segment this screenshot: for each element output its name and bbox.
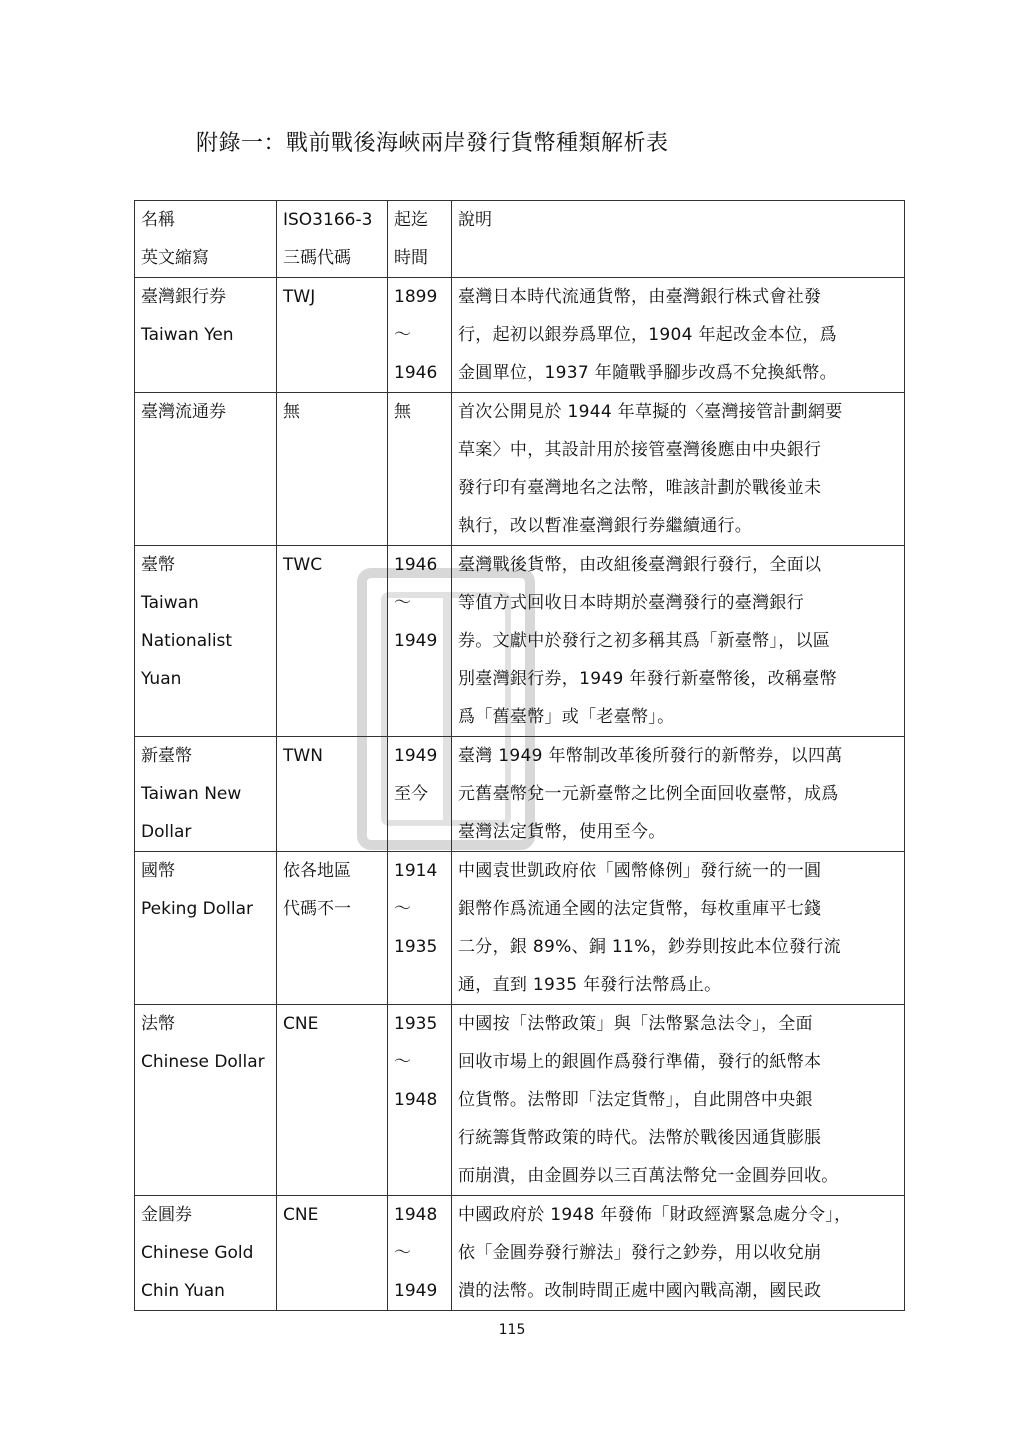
header-name-line: 英文縮寫 xyxy=(141,248,209,268)
header-code-line: ISO3166-3 xyxy=(283,210,373,230)
name-line: Dollar xyxy=(141,822,192,842)
header-desc-line: 說明 xyxy=(458,210,492,230)
desc-line: 回收市場上的銀圓作爲發行準備，發行的紙幣本 xyxy=(458,1052,822,1072)
header-code-cell xyxy=(277,201,388,278)
table-row xyxy=(135,737,905,852)
name-line: 國幣 xyxy=(141,861,175,881)
period-line: 1935 xyxy=(394,937,438,957)
desc-line: 而崩潰，由金圓券以三百萬法幣兌一金圓券回收。 xyxy=(458,1166,839,1186)
desc-line: 元舊臺幣兌一元新臺幣之比例全面回收臺幣，成爲 xyxy=(458,784,839,804)
name-line: Chinese Dollar xyxy=(141,1052,265,1072)
period-line: 1948 xyxy=(394,1205,438,1225)
table-row xyxy=(135,852,905,1005)
name-line: 臺灣流通券 xyxy=(141,402,226,422)
code-line: 無 xyxy=(283,402,300,422)
desc-cell xyxy=(452,1196,905,1311)
period-line: 1946 xyxy=(394,555,438,575)
desc-cell xyxy=(452,1005,905,1196)
desc-line: 中國政府於 1948 年發佈「財政經濟緊急處分令」， xyxy=(458,1205,852,1225)
period-line: 至今 xyxy=(394,784,428,804)
header-period-line: 時間 xyxy=(394,248,428,268)
desc-line: 臺灣日本時代流通貨幣，由臺灣銀行株式會社發 xyxy=(458,287,822,307)
code-line: 代碼不一 xyxy=(283,899,351,919)
page-number: 115 xyxy=(498,1322,526,1338)
period-line: 1914 xyxy=(394,861,438,881)
code-cell xyxy=(277,1005,388,1196)
name-line: 金圓券 xyxy=(141,1205,192,1225)
desc-cell xyxy=(452,737,905,852)
header-desc-cell xyxy=(452,201,905,278)
table-row xyxy=(135,546,905,737)
code-cell xyxy=(277,393,388,546)
table-header-row xyxy=(135,201,905,278)
name-cell xyxy=(135,546,277,737)
period-cell xyxy=(388,852,452,1005)
currency-table xyxy=(134,200,905,1311)
desc-line: 臺灣戰後貨幣，由改組後臺灣銀行發行，全面以 xyxy=(458,555,822,575)
period-cell xyxy=(388,393,452,546)
header-period-cell xyxy=(388,201,452,278)
desc-cell xyxy=(452,852,905,1005)
name-line: Nationalist xyxy=(141,631,233,651)
desc-line: 券。文獻中於發行之初多稱其爲「新臺幣」，以區 xyxy=(458,631,831,651)
period-line: ～ xyxy=(394,899,411,919)
code-cell xyxy=(277,278,388,393)
table-row xyxy=(135,278,905,393)
table-row xyxy=(135,1196,905,1311)
desc-line: 中國袁世凱政府依「國幣條例」發行統一的一圓 xyxy=(458,861,822,881)
name-line: Chinese Gold xyxy=(141,1243,254,1263)
name-cell xyxy=(135,1005,277,1196)
code-line: TWJ xyxy=(283,287,316,307)
period-line: 1949 xyxy=(394,1281,438,1301)
name-line: Taiwan xyxy=(141,593,199,613)
desc-cell xyxy=(452,278,905,393)
period-cell xyxy=(388,1005,452,1196)
desc-line: 潰的法幣。改制時間正處中國內戰高潮，國民政 xyxy=(458,1281,822,1301)
name-line: Chin Yuan xyxy=(141,1281,225,1301)
desc-line: 依「金圓券發行辦法」發行之鈔券，用以收兌崩 xyxy=(458,1243,822,1263)
header-period-line: 起迄 xyxy=(394,210,428,230)
header-name-line: 名稱 xyxy=(141,210,175,230)
code-cell xyxy=(277,1196,388,1311)
desc-line: 二分，銀 89%、銅 11%，鈔券則按此本位發行流 xyxy=(458,937,841,957)
code-cell xyxy=(277,852,388,1005)
period-cell xyxy=(388,278,452,393)
period-line: ～ xyxy=(394,1243,411,1263)
period-line: 1935 xyxy=(394,1014,438,1034)
period-cell xyxy=(388,546,452,737)
desc-line: 臺灣 1949 年幣制改革後所發行的新幣券，以四萬 xyxy=(458,746,843,766)
period-line: 1899 xyxy=(394,287,438,307)
desc-line: 爲「舊臺幣」或「老臺幣」。 xyxy=(458,707,675,727)
name-line: Peking Dollar xyxy=(141,899,253,919)
name-line: Taiwan Yen xyxy=(141,325,234,345)
name-cell xyxy=(135,1196,277,1311)
period-line: 1948 xyxy=(394,1090,438,1110)
desc-line: 行統籌貨幣政策的時代。法幣於戰後因通貨膨脹 xyxy=(458,1128,822,1148)
desc-line: 中國按「法幣政策」與「法幣緊急法令」，全面 xyxy=(458,1014,813,1034)
name-line: 臺灣銀行券 xyxy=(141,287,226,307)
period-line: 1946 xyxy=(394,363,438,383)
code-line: TWC xyxy=(283,555,323,575)
desc-cell xyxy=(452,546,905,737)
name-cell xyxy=(135,278,277,393)
table-row xyxy=(135,393,905,546)
period-cell xyxy=(388,737,452,852)
desc-cell xyxy=(452,393,905,546)
name-cell xyxy=(135,393,277,546)
code-cell xyxy=(277,737,388,852)
desc-line: 等值方式回收日本時期於臺灣發行的臺灣銀行 xyxy=(458,593,804,613)
code-cell xyxy=(277,546,388,737)
period-line: 1949 xyxy=(394,631,438,651)
desc-line: 通，直到 1935 年發行法幣爲止。 xyxy=(458,975,722,995)
code-line: CNE xyxy=(283,1014,319,1034)
name-line: 臺幣 xyxy=(141,555,175,575)
desc-line: 臺灣法定貨幣，使用至今。 xyxy=(458,822,666,842)
name-cell xyxy=(135,737,277,852)
desc-line: 行，起初以銀券爲單位，1904 年起改金本位，爲 xyxy=(458,325,837,345)
page-title: 附錄一：戰前戰後海峽兩岸發行貨幣種類解析表 xyxy=(196,131,669,156)
period-line: ～ xyxy=(394,593,411,613)
desc-line: 位貨幣。法幣即「法定貨幣」，自此開啓中央銀 xyxy=(458,1090,813,1110)
period-line: ～ xyxy=(394,325,411,345)
code-line: TWN xyxy=(283,746,323,766)
header-code-line: 三碼代碼 xyxy=(283,248,351,268)
desc-line: 首次公開見於 1944 年草擬的〈臺灣接管計劃網要 xyxy=(458,402,843,422)
period-line: 無 xyxy=(394,402,411,422)
desc-line: 執行，改以暫准臺灣銀行券繼續通行。 xyxy=(458,516,753,536)
table-row xyxy=(135,1005,905,1196)
period-cell xyxy=(388,1196,452,1311)
period-line: 1949 xyxy=(394,746,438,766)
desc-line: 發行印有臺灣地名之法幣，唯該計劃於戰後並未 xyxy=(458,478,822,498)
period-line: ～ xyxy=(394,1052,411,1072)
name-line: Yuan xyxy=(141,669,182,689)
desc-line: 別臺灣銀行券，1949 年發行新臺幣後，改稱臺幣 xyxy=(458,669,837,689)
name-cell xyxy=(135,852,277,1005)
name-line: Taiwan New xyxy=(141,784,242,804)
name-line: 新臺幣 xyxy=(141,746,192,766)
name-line: 法幣 xyxy=(141,1014,175,1034)
code-line: 依各地區 xyxy=(283,861,351,881)
desc-line: 金圓單位，1937 年隨戰爭腳步改爲不兌換紙幣。 xyxy=(458,363,837,383)
desc-line: 銀幣作爲流通全國的法定貨幣，每枚重庫平七錢 xyxy=(458,899,822,919)
desc-line: 草案〉中，其設計用於接管臺灣後應由中央銀行 xyxy=(458,440,822,460)
code-line: CNE xyxy=(283,1205,319,1225)
header-name-cell xyxy=(135,201,277,278)
